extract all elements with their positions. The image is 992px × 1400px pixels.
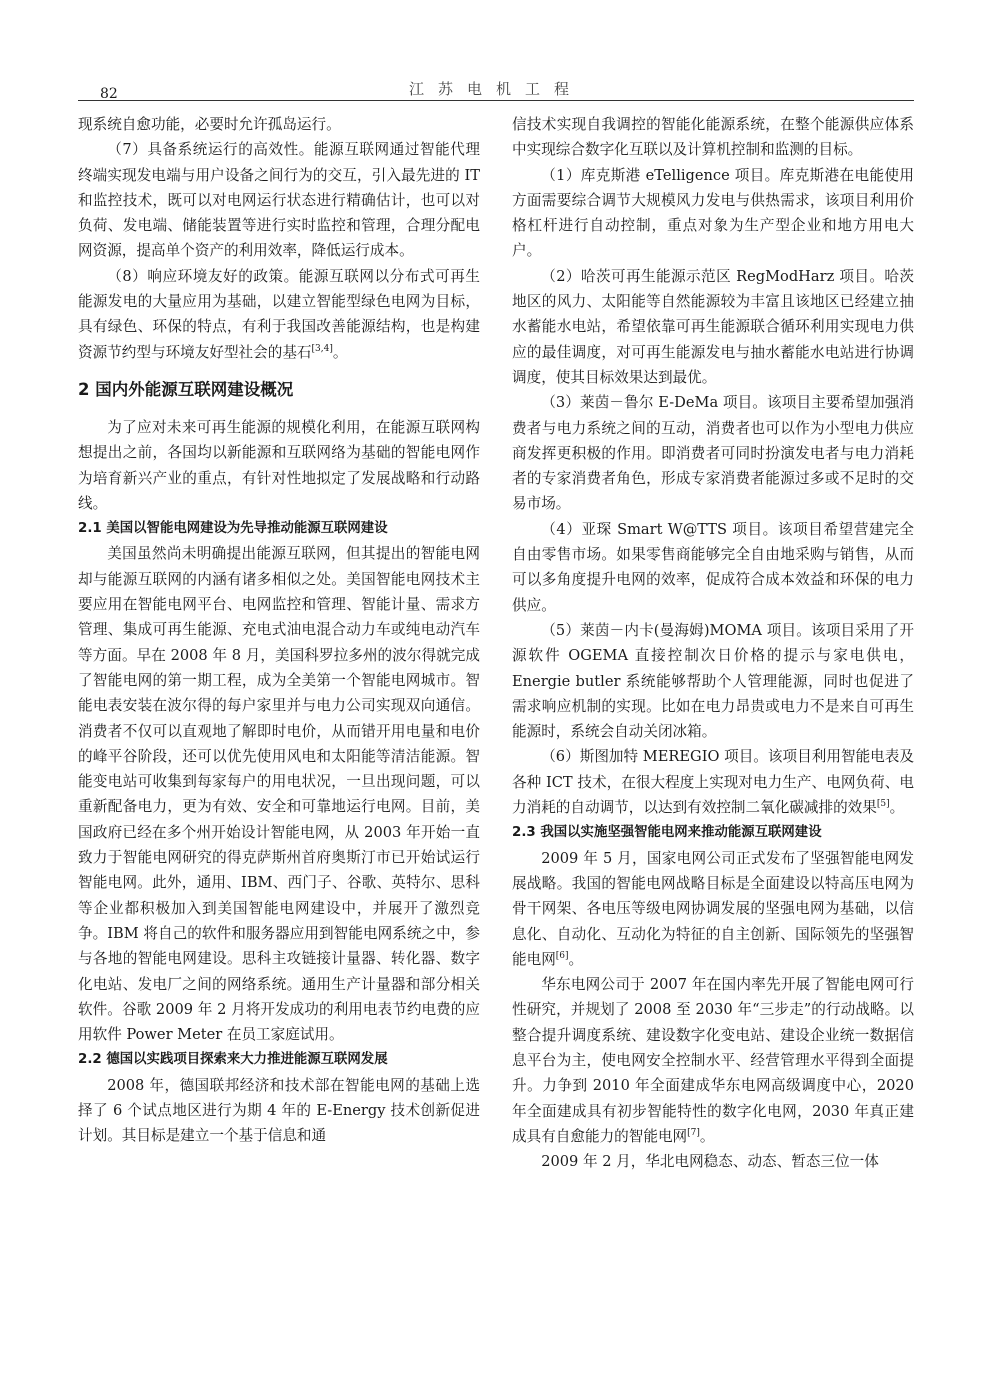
running-header xyxy=(78,72,914,101)
paragraph-text: 华东电网公司于 2007 年在国内率先开展了智能电网可行性研究，并规划了 2008 至 2030 年“三步走”的行动战略。以整合提升调度系统、建设数字化变电站、建设企业统一数据信息平台为主，使电网安全控制水平、经营管理水平得到全面提升。力争到 2010 年全面建成华东电网高级调度中心，2020 年全面建成具有初步智能特性的数字化电网，2030 年真正建成具有自愈能力的智能电网 xyxy=(512,976,914,1145)
paragraph-text: （8）响应环境友好的政策。能源互联网以分布式可再生能源发电的大量应用为基础，以建立智能型绿色电网为目标，具有绿色、环保的特点，有利于我国改善能源结构，也是构建资源节约型与环境友好型社会的基石 xyxy=(78,267,480,361)
citation: [3,4] xyxy=(311,343,333,354)
paragraph-end: 。 xyxy=(699,1127,715,1145)
paragraph: 现系统自愈功能，必要时允许孤岛运行。 xyxy=(78,116,341,133)
paragraph xyxy=(78,264,480,365)
journal-title: 江苏电机工程 xyxy=(408,80,583,98)
paragraph: （3）莱茵－鲁尔 E-DeMa 项目。该项目主要希望加强消费者与电力系统之间的互动，消费者也可以作为小型电力供应商发挥更积极的作用。即消费者可同时扮演发电者与电力消耗者的专家消费者角色，形成专家消费者能源过多或不足时的交易市场。 xyxy=(512,394,914,513)
paragraph-text: （6）斯图加特 MEREGIO 项目。该项目利用智能电表及各种 ICT 技术，在很大程度上实现对电力生产、电网负荷、电力消耗的自动调节，以达到有效控制二氧化碳减排的效果 xyxy=(512,748,914,817)
right-column xyxy=(512,112,914,1174)
section-heading: 2 国内外能源互联网建设概况 xyxy=(78,379,294,399)
paragraph: 为了应对未来可再生能源的规模化利用，在能源互联网构想提出之前，各国均以新能源和互联网络为基础的智能电网作为培育新兴产业的重点，有针对性地拟定了发展战略和行动路线。 xyxy=(78,418,480,512)
paragraph: 美国虽然尚未明确提出能源互联网，但其提出的智能电网却与能源互联网的内涵有诸多相似之处。美国智能电网技术主要应用在智能电网平台、电网监控和管理、智能计量、需求方管理、集成可再生能源、充电式油电混合动力车或纯电动汽车等方面。早在 2008 年 8 月，美国科罗拉多州的波尔得就完成了智能电网的第一期工程，成为全美第一个智能电网城市。智能电表安装在波尔得的每户家里并与电力公司实现双向通信。消费者不仅可以直观地了解即时电价，从而错开用电量和电价的峰平谷阶段，还可以优先使用风电和太阳能等清洁能源。智能变电站可收集到每家每户的用电状况，一旦出现问题，可以重新配备电力，更为有效、安全和可靠地运行电网。目前，美国政府已经在多个州开始设计智能电网，从 2003 年开始一直致力于智能电网研究的得克萨斯州首府奥斯汀市已开始试运行智能电网。此外，通用、IBM、西门子、谷歌、英特尔、思科等企业都积极加入到美国智能电网建设中，并展开了激烈竞争。IBM 将自己的软件和服务器应用到智能电网系统之中，参与各地的智能电网建设。思科主攻链接计量器、转化器、数字化电站、发电厂之间的网络系统。通用生产计量器和部分相关软件。谷歌 2009 年 2 月将开发成功的利用电表节约电费的应用软件 Power Meter 在员工家庭试用。 xyxy=(78,545,480,1044)
subsection-heading: 2.2 德国以实践项目探索来大力推进能源互联网发展 xyxy=(78,1052,388,1068)
paragraph-text: 2009 年 5 月，国家电网公司正式发布了坚强智能电网发展战略。我国的智能电网战略目标是全面建设以特高压电网为骨干网架、各电压等级电网协调发展的坚强电网为基础，以信息化、自动化、互动化为特征的自主创新、国际领先的坚强智能电网 xyxy=(512,849,914,968)
left-column xyxy=(78,112,480,1149)
paragraph xyxy=(512,744,914,820)
paragraph-end: 。 xyxy=(568,950,584,968)
paragraph: （7）具备系统运行的高效性。能源互联网通过智能代理终端实现发电端与用户设备之间行为的交互，引入最先进的 IT 和监控技术，既可以对电网运行状态进行精确估计，也可以对负荷、发电端、储能装置等进行实时监控和管理，合理分配电网资源，提高单个资产的利用效率，降低运行成本。 xyxy=(78,141,480,260)
paragraph: （1）库克斯港 eTelligence 项目。库克斯港在电能使用方面需要综合调节大规模风力发电与供热需求，该项目利用价格杠杆进行自动控制，重点对象为生产型企业和地方用电大户。 xyxy=(512,166,914,260)
citation: [6] xyxy=(555,950,569,961)
paragraph: 信技术实现自我调控的智能化能源系统，在整个能源供应体系中实现综合数字化互联以及计算机控制和监测的目标。 xyxy=(512,116,914,159)
subsection-heading: 2.1 美国以智能电网建设为先导推动能源互联网建设 xyxy=(78,521,388,537)
paragraph-end: 。 xyxy=(332,343,348,361)
paragraph: （2）哈茨可再生能源示范区 RegModHarz 项目。哈茨地区的风力、太阳能等自然能源较为丰富且该地区已经建立抽水蓄能水电站，希望依靠可再生能源联合循环利用实现电力供应的最佳调度，对可再生能源发电与抽水蓄能水电站进行协调调度，使其目标效果达到最优。 xyxy=(512,267,914,386)
paragraph: （5）莱茵－内卡(曼海姆)MOMA 项目。该项目采用了开源软件 OGEMA 直接控制次日价格的提示与家电供电，Energie butler 系统能够帮助个人管理能源，同时也促进了需求响应机制的实现。比如在电力昂贵或电力不是来自可再生能源时，系统会自动关闭冰箱。 xyxy=(512,621,914,741)
subsection-heading: 2.3 我国以实施坚强智能电网来推动能源互联网建设 xyxy=(512,825,822,841)
paragraph xyxy=(512,972,914,1149)
paragraph: 2009 年 2 月，华北电网稳态、动态、暂态三位一体 xyxy=(541,1153,879,1171)
paragraph: 2008 年，德国联邦经济和技术部在智能电网的基础上选择了 6 个试点地区进行为期 4 年的 E-Energy 技术创新促进计划。其目标是建立一个基于信息和通 xyxy=(78,1076,480,1145)
citation: [7] xyxy=(687,1128,700,1139)
paragraph-end: 。 xyxy=(889,799,905,817)
page-number: 82 xyxy=(100,86,118,102)
paragraph xyxy=(512,846,914,972)
paragraph: （4）亚琛 Smart W@TTS 项目。该项目希望营建完全自由零售市场。如果零售商能够完全自由地采购与销售，从而可以多角度提升电网的效率，促成符合成本效益和环保的电力供应。 xyxy=(512,520,914,614)
citation: [5] xyxy=(876,799,890,810)
